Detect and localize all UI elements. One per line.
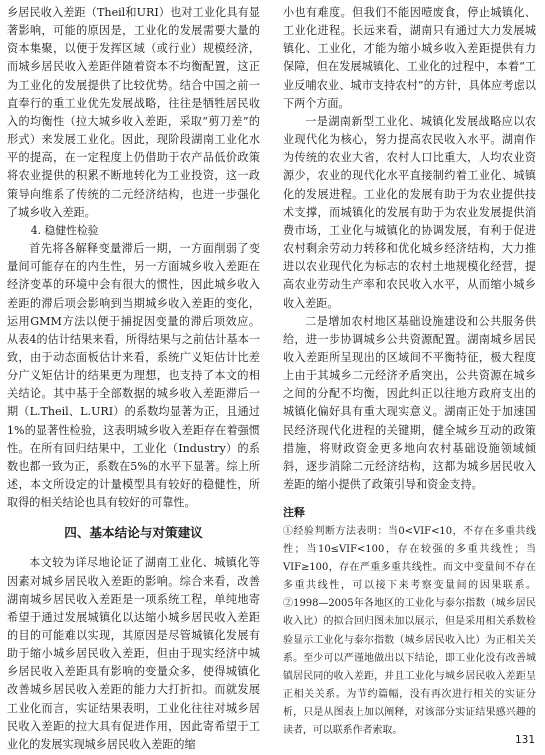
body-paragraph: 一是湖南新型工业化、城镇化发展战略应以农业现代化为核心，努力提高农民收入水平。湖南作为传统的农业大省，农村人口比重大，人均农业资源少，农业的现代化水平直接制约着工业化、城镇化的发展进程。工业化的发展有助于为农业提供技术支撑，而城镇化的发展有助于为农业发展提供消费市场，工业化与城镇化的协调发展，有利于促进农村剩余劳动力转移和优化城乡经济结构，大力推进以农业现代化为标志的农村土地规模化经营，提高农业劳动生产率和农民收入水平，从而缩小城乡收入差距。 bbox=[283, 114, 536, 310]
body-paragraph: 本文较为详尽地论证了湖南工业化、城镇化等因素对城乡居民收入差距的影响。综合来看，改善湖南城乡居民收入差距是一项系统工程，单纯地寄希望于通过发展城镇化以达缩小城乡居民收入差距的目的可能难以实现，其原因是尽管城镇化发展有助于缩小城乡居民收入差距，但由于现实经济中城乡居民收入差距具有影响的变量众多，使得城镇化改善城乡居民收入差距的能力大打折扣。而就发展工业化而言，实证结果表明，工业化往往对城乡居民收入差距的拉大具有促进作用，因此寄希望于工业化的发展实现城乡居民收入差距的缩 bbox=[7, 556, 260, 751]
body-paragraph: 乡居民收入差距（Theil和URI）也对工业化具有显著影响，可能的原因是，工业化的发展需要大量的资本集聚，以便于发挥区域（或行业）规模经济，而城乡居民收入差距伴随着资本不均衡配置，这正为工业化的发展提供了比较优势。结合中国之前一直奉行的重工业优先发展战略，往往是牺牲居民收入的均衡性（拉大城乡收入差距，采取“剪刀差”的形式）来发展工业化。因此，现阶段湖南工业化水平的提高，在一定程度上仍借助于农产品低价政策将农业提供的积累不断地转化为工业投资，这一政策导向维系了传统的二元经济结构，也进一步强化了城乡收入差距。 bbox=[7, 6, 260, 219]
right-column bbox=[283, 4, 536, 740]
footnote: ①经验判断方法表明：当0<VIF<10，不存在多重共线性；当10≤VIF<100，存在较强的多重共线性；当VIF≥100，存在严重多重共线性。而文中变量间不存在多重共线性，可以接下来考察变量间的因果联系。②1998—2005年各地区的工业化与泰尔指数（城乡居民收入比）的拟合回归图未加以展示，但是采用相关系数检验显示工业化与泰尔指数（城乡居民收入比）为正相关关系。至少可以严谨地做出以下结论，即工业化没有改善城镇居民同的收入差距，并且工业化与城乡居民收入差距呈正相关关系。为节约篇幅，没有再次进行相关的实证分析，只是从图表上加以阐释，对该部分实证结果感兴趣的读者，可以联系作者索取。 bbox=[283, 526, 536, 736]
notes-heading: 注释 bbox=[283, 506, 305, 520]
subsection-heading: 4. 稳健性检验 bbox=[30, 223, 99, 237]
section-heading: 四、基本结论与对策建议 bbox=[64, 525, 203, 541]
body-paragraph: 小也有难度。但我们不能因噎废食，停止城镇化、工业化进程。长远来看，湖南只有通过大力发展城镇化、工业化，才能为缩小城乡收入差距提供有力保障，但在发展城镇化、工业化的过程中，本着“工业反哺农业、城市支持农村”的方针，具体应考虑以下两个方面。 bbox=[283, 6, 536, 110]
page-number: 131 bbox=[514, 734, 535, 746]
body-paragraph: 二是增加农村地区基础设施建设和公共服务供给，进一步协调城乡公共资源配置。湖南城乡居民收入差距所呈现出的区域间不平衡特征，极大程度上由于其城乡二元经济矛盾突出，公共资源在城乡之间的分配不均衡，因此纠正以往地方政府支出的城镇化偏好具有重大现实意义。湖南正处于加速国民经济现代化进程的关键期，健全城乡互动的政策措施，将财政资金更多地向农村基础设施领域倾斜，逐步消除二元经济结构，这都为城乡居民收入差距的缩小提供了政策引导和资金支持。 bbox=[283, 314, 536, 492]
left-column bbox=[7, 4, 260, 754]
body-paragraph: 首先将各解释变量滞后一期，一方面削弱了变量间可能存在的内生性，另一方面城乡收入差距在经济变革的环境中会有很大的惯性，因此城乡收入差距的滞后项会影响到当期城乡收入差距的变化，运用GMM方法以便于捕捉因变量的滞后项效应。从表4的估计结果来看，所得结果与之前估计基本一致，由于动态面板估计来看，系统广义矩估计比差分广义矩估计的结果更为理想，也支持了本文的相关结论。其中基于全部数据的城乡收入差距滞后一期（L.Theil、L.URI）的系数均显著为正，且通过1%的显著性检验，这表明城乡收入差距存在着强惯性。在所有回归结果中，工业化（Industry）的系数也都一致为正，系数在5%的水平下显著。综上所述，本文所设定的计量模型具有较好的稳健性，所取得的相关结论也具有较好的可靠性。 bbox=[7, 242, 260, 510]
